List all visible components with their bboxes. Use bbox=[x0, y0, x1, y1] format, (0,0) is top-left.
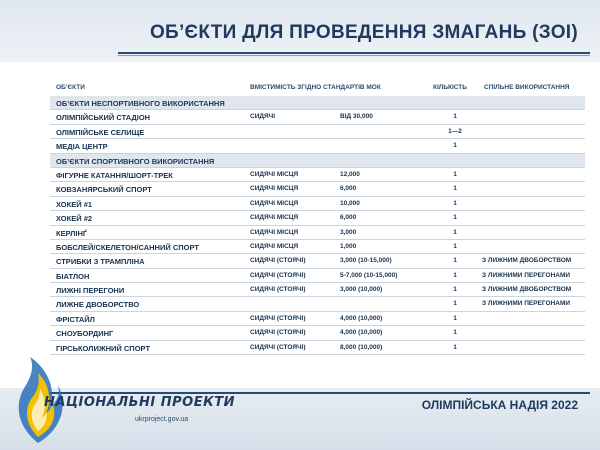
cell-seating: СИДЯЧІ МІСЦЯ bbox=[250, 228, 299, 236]
cell-capacity: 3,000 (10-15,000) bbox=[340, 257, 392, 265]
cell-name: ХОКЕЙ #1 bbox=[56, 199, 93, 209]
cell-name: ГІРСЬКОЛИЖНИЙ СПОРТ bbox=[56, 343, 151, 353]
cell-seating: СИДЯЧІ (СТОЯЧІ) bbox=[250, 286, 306, 294]
table-row bbox=[50, 341, 585, 355]
cell-quantity: 1 bbox=[453, 170, 457, 178]
cell-quantity: 1 bbox=[453, 185, 457, 193]
table-row bbox=[50, 297, 585, 311]
table-row bbox=[50, 125, 585, 139]
section-row bbox=[50, 154, 585, 168]
table-body bbox=[50, 96, 585, 355]
title-divider-thin bbox=[118, 55, 590, 56]
cell-name: МЕДІА ЦЕНТР bbox=[56, 142, 108, 152]
page-title: ОБ’ЄКТИ ДЛЯ ПРОВЕДЕННЯ ЗМАГАНЬ (ЗОІ) bbox=[149, 22, 578, 43]
footer-divider bbox=[40, 392, 590, 394]
cell-name: БОБСЛЕЙ/СКЕЛЕТОН/САННИЙ СПОРТ bbox=[56, 242, 199, 252]
cell-seating: СИДЯЧІ (СТОЯЧІ) bbox=[250, 314, 306, 322]
cell-shared-use: З ЛИЖНИМИ ПЕРЕГОНАМИ bbox=[482, 300, 571, 308]
cell-name: ОЛІМПІЙСЬКЕ СЕЛИЩЕ bbox=[56, 127, 145, 137]
cell-capacity: 10,000 bbox=[340, 199, 360, 207]
cell-name: СТРИБКИ З ТРАМПЛІНА bbox=[56, 257, 145, 267]
section-row bbox=[50, 96, 585, 110]
cell-name: ЛИЖНЕ ДВОБОРСТВО bbox=[56, 300, 140, 310]
cell-capacity: 3,000 bbox=[340, 228, 357, 236]
cell-quantity: 1 bbox=[453, 228, 457, 236]
cell-quantity: 1 bbox=[453, 329, 457, 337]
title-divider bbox=[118, 52, 590, 54]
table-row bbox=[50, 211, 585, 225]
cell-seating: СИДЯЧІ (СТОЯЧІ) bbox=[250, 257, 306, 265]
table-row bbox=[50, 110, 585, 124]
column-header-shared-use: СПІЛЬНЕ ВИКОРИСТАННЯ bbox=[484, 84, 570, 91]
cell-capacity: 6,000 bbox=[340, 185, 357, 193]
table-row bbox=[50, 312, 585, 326]
column-header-capacity: ВМІСТИМІСТЬ ЗГІДНО СТАНДАРТІВ МОК bbox=[250, 84, 381, 91]
cell-seating: СИДЯЧІ МІСЦЯ bbox=[250, 242, 299, 250]
table-row bbox=[50, 326, 585, 340]
cell-capacity: 8,000 (10,000) bbox=[340, 343, 383, 351]
cell-capacity: ВІД 30,000 bbox=[340, 113, 373, 121]
cell-seating: СИДЯЧІ МІСЦЯ bbox=[250, 185, 299, 193]
cell-capacity: 3,000 (10,000) bbox=[340, 286, 383, 294]
cell-quantity: 1—2 bbox=[448, 127, 462, 135]
table-row bbox=[50, 269, 585, 283]
column-header-quantity: КІЛЬКІСТЬ bbox=[433, 84, 467, 91]
cell-name: ФРІСТАЙЛ bbox=[56, 314, 95, 324]
cell-name: ОБ’ЄКТИ СПОРТИВНОГО ВИКОРИСТАННЯ bbox=[56, 156, 215, 166]
table-row bbox=[50, 240, 585, 254]
cell-seating: СИДЯЧІ bbox=[250, 113, 276, 121]
cell-shared-use: З ЛИЖНИМИ ПЕРЕГОНАМИ bbox=[482, 271, 571, 279]
cell-shared-use: З ЛИЖНИМ ДВОБОРСТВОМ bbox=[482, 286, 572, 294]
table-row bbox=[50, 182, 585, 196]
cell-quantity: 1 bbox=[453, 314, 457, 322]
logo-wordmark: НАЦІОНАЛЬНІ ПРОЕКТИ bbox=[44, 395, 235, 410]
cell-seating: СИДЯЧІ МІСЦЯ bbox=[250, 170, 299, 178]
table-row bbox=[50, 139, 585, 153]
cell-name: ФІГУРНЕ КАТАННЯ/ШОРТ-ТРЕК bbox=[56, 170, 173, 180]
cell-quantity: 1 bbox=[453, 113, 457, 121]
table-row bbox=[50, 168, 585, 182]
venues-table bbox=[50, 82, 585, 355]
cell-quantity: 1 bbox=[453, 142, 457, 150]
cell-quantity: 1 bbox=[453, 214, 457, 222]
cell-capacity: 4,000 (10,000) bbox=[340, 329, 383, 337]
cell-quantity: 1 bbox=[453, 300, 457, 308]
cell-name: ОЛІМПІЙСЬКИЙ СТАДІОН bbox=[56, 113, 151, 123]
cell-seating: СИДЯЧІ (СТОЯЧІ) bbox=[250, 271, 306, 279]
cell-name: ОБ’ЄКТИ НЕСПОРТИВНОГО ВИКОРИСТАННЯ bbox=[56, 99, 225, 108]
cell-name: ЛИЖНІ ПЕРЕГОНИ bbox=[56, 286, 125, 296]
cell-name: КОВЗАНЯРСЬКИЙ СПОРТ bbox=[56, 185, 152, 195]
table-row bbox=[50, 254, 585, 268]
table-row bbox=[50, 283, 585, 297]
cell-quantity: 1 bbox=[453, 242, 457, 250]
table-header bbox=[50, 82, 585, 96]
cell-capacity: 4,000 (10,000) bbox=[340, 314, 383, 322]
cell-name: СНОУБОРДИНГ bbox=[56, 329, 114, 339]
cell-quantity: 1 bbox=[453, 271, 457, 279]
cell-name: БІАТЛОН bbox=[56, 271, 90, 281]
cell-quantity: 1 bbox=[453, 286, 457, 294]
cell-name: ХОКЕЙ #2 bbox=[56, 214, 93, 224]
cell-seating: СИДЯЧІ (СТОЯЧІ) bbox=[250, 329, 306, 337]
column-header-objects: ОБ’ЄКТИ bbox=[56, 84, 85, 91]
cell-capacity: 12,000 bbox=[340, 170, 360, 178]
cell-capacity: 1,000 bbox=[340, 242, 357, 250]
table-row bbox=[50, 226, 585, 240]
cell-seating: СИДЯЧІ МІСЦЯ bbox=[250, 199, 299, 207]
table-row bbox=[50, 197, 585, 211]
footer-tagline: ОЛІМПІЙСЬКА НАДІЯ 2022 bbox=[421, 398, 578, 412]
cell-quantity: 1 bbox=[453, 343, 457, 351]
cell-capacity: 5-7,000 (10-15,000) bbox=[340, 271, 398, 279]
cell-capacity: 6,000 bbox=[340, 214, 357, 222]
logo-url: ukrproject.gov.ua bbox=[135, 416, 189, 423]
cell-seating: СИДЯЧІ (СТОЯЧІ) bbox=[250, 343, 306, 351]
cell-name: КЕРЛІНҐ bbox=[56, 228, 87, 238]
cell-seating: СИДЯЧІ МІСЦЯ bbox=[250, 214, 299, 222]
cell-quantity: 1 bbox=[453, 257, 457, 265]
cell-shared-use: З ЛИЖНИМ ДВОБОРСТВОМ bbox=[482, 257, 572, 265]
cell-quantity: 1 bbox=[453, 199, 457, 207]
